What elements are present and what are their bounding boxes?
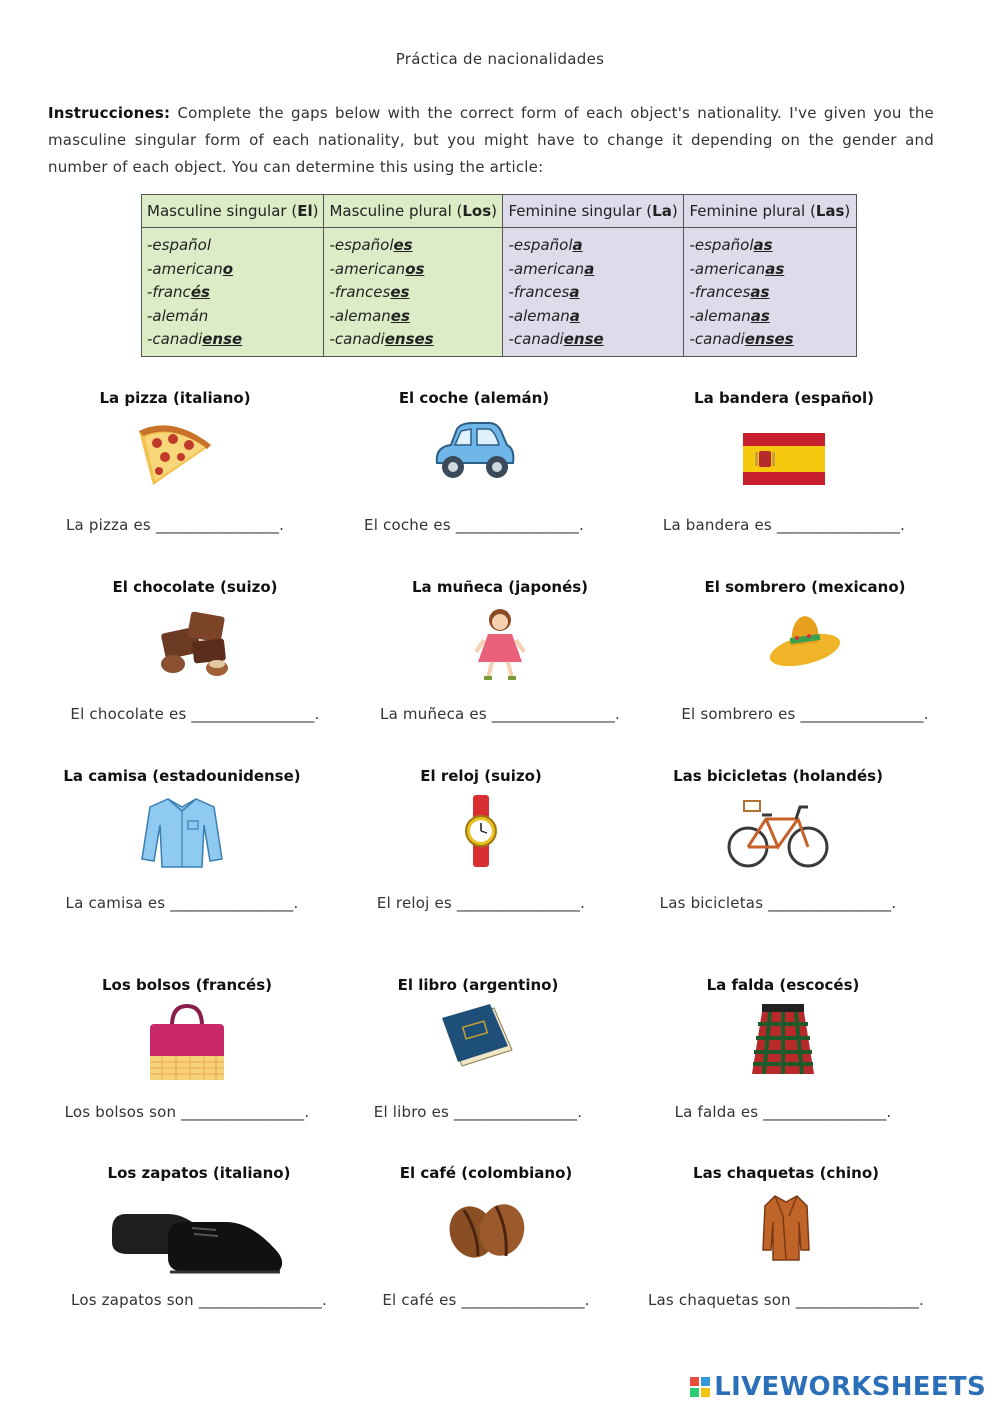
exercise-sentence[interactable]: La muñeca es ________________. [380,705,620,723]
header-fem-plural: Feminine plural (Las) [684,195,857,228]
handbag-icon [146,1004,228,1086]
exercise-heading: La camisa (estadounidense) [63,767,301,785]
exercise-heading: Las bicicletas (holandés) [673,767,883,785]
exercise-sentence[interactable]: El reloj es ________________. [376,894,586,912]
exercise-heading: La muñeca (japonés) [411,578,589,596]
form-item: -españoles [329,236,413,254]
exercise-heading: El coche (alemán) [398,389,550,407]
exercise-heading: La bandera (español) [694,389,874,407]
column-fem-plural [684,228,857,357]
form-item: -francesa [508,283,580,301]
spain-flag-icon [743,433,825,489]
form-item: -alemana [508,306,580,325]
coffee-beans-icon [444,1192,528,1268]
exercise-sentence[interactable]: El chocolate es ________________. [70,705,320,723]
form-item: -canadiense [508,330,604,348]
form-item: -americana [508,259,595,278]
liveworksheets-logo [690,1372,986,1402]
exercise-sentence[interactable]: El sombrero es ________________. [681,705,929,723]
kilt-icon [750,1004,816,1084]
form-item: -canadienses [689,330,794,348]
exercise-sentence[interactable]: Los zapatos son ________________. [71,1291,327,1309]
exercise-sentence[interactable]: Los bolsos son ________________. [64,1103,310,1121]
form-item: -español [147,236,212,254]
exercise-sentence[interactable]: La pizza es ________________. [65,516,285,534]
sombrero-icon [765,606,845,676]
exercise-sentence[interactable]: Las chaquetas son ________________. [647,1291,925,1309]
jacket-icon [761,1192,811,1266]
exercise-heading: Los bolsos (francés) [101,976,272,994]
doll-icon [470,606,530,686]
logo-text: LIVEWORKSHEETS [714,1372,986,1402]
exercise-heading: El sombrero (mexicano) [704,578,906,596]
car-icon [431,417,517,491]
header-masc-plural: Masculine plural (Los) [324,195,503,228]
form-item: -francés [147,283,210,301]
instructions [48,100,934,181]
form-item: -americanas [689,259,785,278]
exercise-sentence[interactable]: El libro es ________________. [373,1103,583,1121]
liveworksheets-logo-icon [690,1377,710,1397]
instructions-label: Instrucciones: [48,104,171,122]
header-fem-sing: Feminine singular (La) [503,195,684,228]
form-item: -canadiense [147,330,243,348]
nationality-forms-table [141,194,857,357]
exercise-sentence[interactable]: La falda es ________________. [674,1103,892,1121]
form-item: -franceses [329,283,410,301]
form-item: -canadienses [329,330,434,348]
column-masc-plural [324,228,503,357]
form-item: -francesas [689,283,770,301]
exercise-heading: El libro (argentino) [397,976,559,994]
shoes-icon [108,1192,290,1282]
exercise-sentence[interactable]: La bandera es ________________. [662,516,906,534]
form-item: -alemán [147,306,209,325]
column-fem-sing [503,228,684,357]
book-icon [440,1004,516,1074]
form-item: -española [508,236,583,254]
chocolate-icon [153,606,237,682]
form-item: -españolas [689,236,773,254]
bicycle-icon [726,795,830,873]
exercise-heading: Los zapatos (italiano) [107,1164,291,1182]
exercise-sentence[interactable]: El café es ________________. [382,1291,590,1309]
exercise-heading: El reloj (suizo) [420,767,542,785]
watch-icon [461,795,501,871]
exercise-heading: La pizza (italiano) [99,389,251,407]
form-item: -americano [147,259,234,278]
exercise-heading: El café (colombiano) [399,1164,573,1182]
exercise-heading: El chocolate (suizo) [112,578,278,596]
form-item: -americanos [329,259,425,278]
page-title: Práctica de nacionalidades [395,50,605,68]
pizza-icon [133,417,217,493]
exercise-heading: Las chaquetas (chino) [693,1164,879,1182]
exercise-sentence[interactable]: Las bicicletas ________________. [659,894,897,912]
header-masc-sing: Masculine singular (El) [142,195,324,228]
form-item: -alemanas [689,306,770,325]
form-item: -alemanes [329,306,410,325]
shirt-icon [140,795,224,873]
exercise-sentence[interactable]: La camisa es ________________. [65,894,299,912]
exercise-heading: La falda (escocés) [706,976,860,994]
column-masc-sing [142,228,324,357]
instructions-text: Complete the gaps below with the correct form of each object's nationality. I've given you the masculine singular form of each nationality, but you might have to change it depending on the gender and number of each object. You can determine this using the article: [48,104,934,176]
exercise-sentence[interactable]: El coche es ________________. [364,516,584,534]
